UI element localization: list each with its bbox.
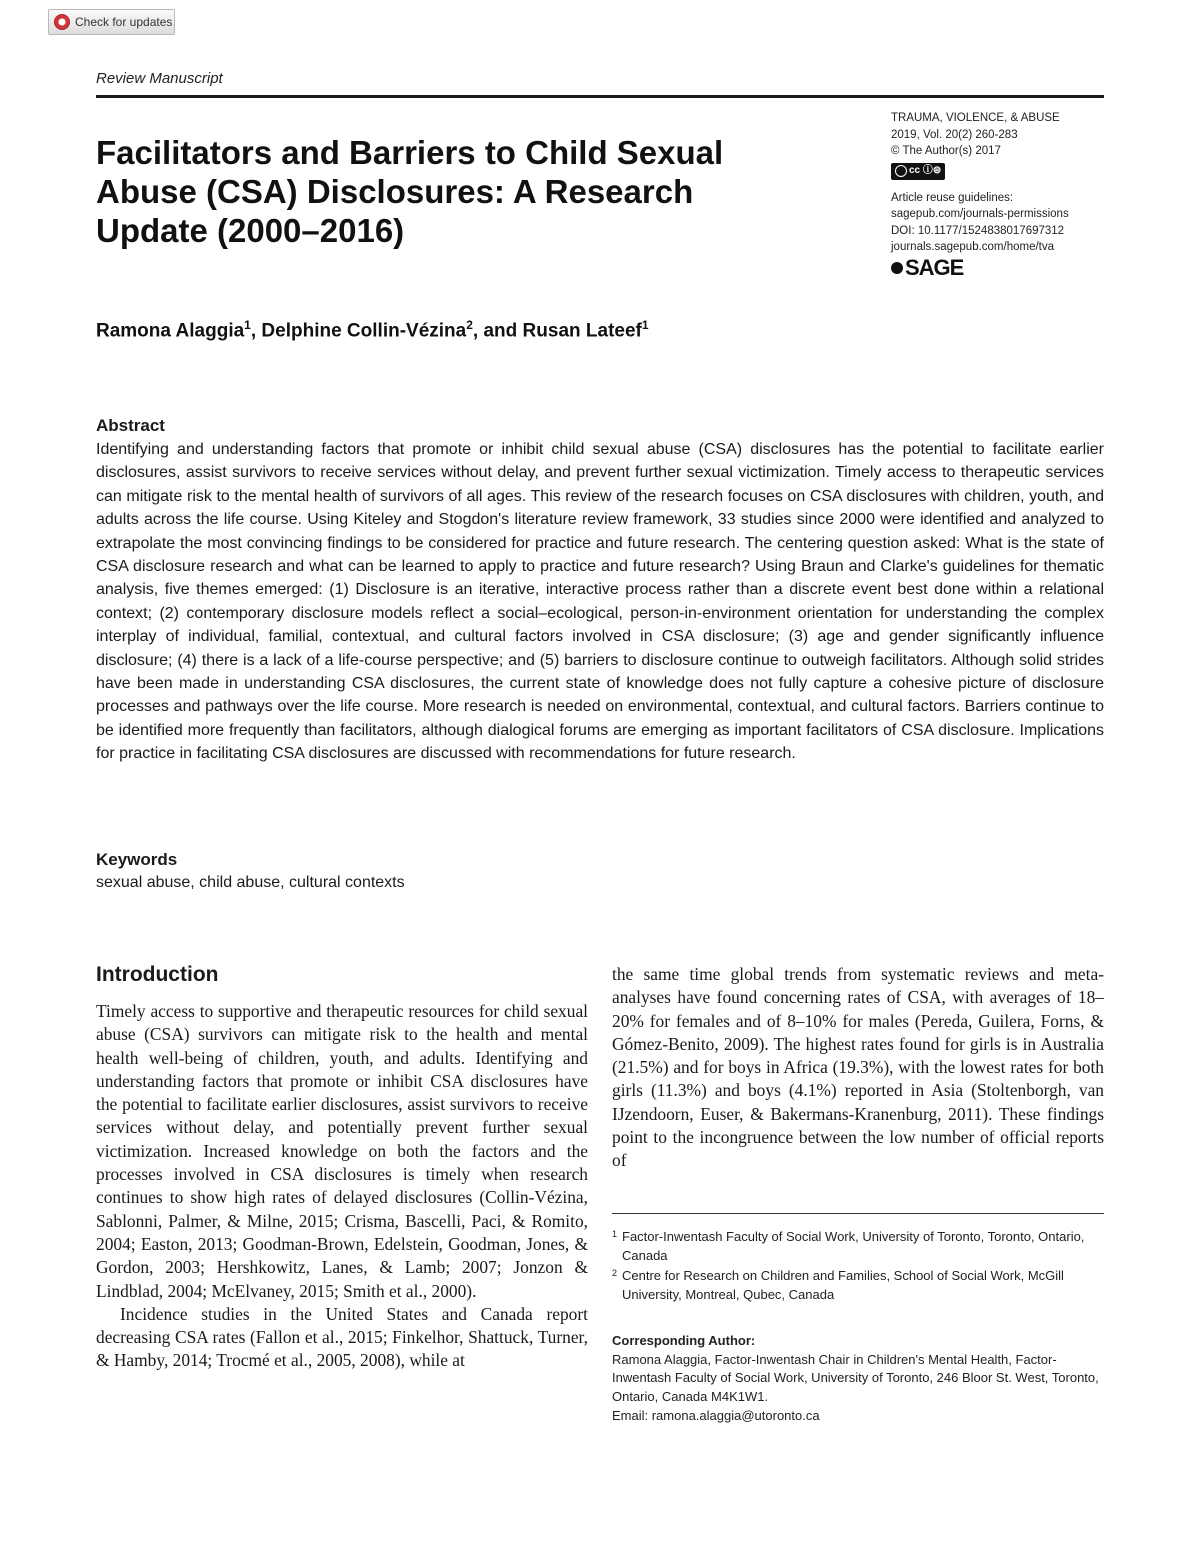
author-affiliation-mark: 1 (641, 318, 649, 332)
right-column (612, 963, 1104, 1173)
footnote-text: Factor-Inwentash Faculty of Social Work, University of Toronto, Toronto, Ontario, Canada (622, 1229, 1085, 1263)
journal-citation: 2019, Vol. 20(2) 260-283 (891, 128, 1018, 141)
sage-logo (891, 254, 1106, 280)
manuscript-type: Review Manuscript (96, 70, 223, 87)
journal-homepage-link[interactable]: journals.sagepub.com/home/tva (891, 241, 1055, 253)
copyright-notice: © The Author(s) 2017 (891, 145, 1001, 157)
introduction-heading: Introduction (96, 963, 219, 986)
author-affiliation-mark: 1 (244, 318, 251, 332)
reuse-guidelines-link[interactable]: sagepub.com/journals-permissions (891, 208, 1069, 220)
author-name: Ramona Alaggia (96, 320, 245, 342)
introduction-paragraph: Incidence studies in the United States and Canada report decreasing CSA rates (Fallon et al., 2015; Finkelhor, Shattuck, Turner, & Hamby, 2014; Trocmé et al., 2005, 2008), while at (96, 1303, 588, 1371)
header-rule (96, 95, 1104, 98)
corresponding-author-heading: Corresponding Author: (612, 1332, 756, 1348)
author-list (96, 318, 649, 342)
reuse-guidelines-label: Article reuse guidelines: (891, 191, 1014, 204)
author-name: Delphine Collin-Vézina (261, 320, 467, 342)
author-separator: , (250, 320, 262, 342)
affiliation-footnote (612, 1228, 1104, 1265)
cc-circle-icon (895, 165, 907, 177)
author-name: Rusan Lateef (522, 320, 642, 342)
title-line: Facilitators and Barriers to Child Sexual (96, 134, 724, 171)
journal-name: TRAUMA, VIOLENCE, & ABUSE (891, 112, 1060, 124)
footnote-mark: 2 (612, 1268, 618, 1279)
footnotes (612, 1228, 1104, 1425)
check-for-updates-button[interactable] (48, 9, 175, 35)
footnote-text: Centre for Research on Children and Families, School of Social Work, McGill University, Montreal, Qubec, Canada (622, 1268, 1064, 1303)
doi-link[interactable]: DOI: 10.1177/1524838017697312 (891, 224, 1065, 237)
article-title (96, 133, 816, 250)
left-column (96, 1000, 588, 1373)
affiliation-footnote (612, 1267, 1104, 1304)
crossmark-icon (54, 14, 70, 30)
footnote-rule (612, 1213, 1104, 1214)
title-line: Abuse (CSA) Disclosures: A Research (96, 173, 694, 210)
footnote-mark: 1 (612, 1229, 618, 1239)
sage-logo-mark-icon (891, 262, 903, 274)
check-for-updates-label: Check for updates (75, 15, 173, 29)
introduction-continuation: the same time global trends from systematic reviews and meta-analyses have found concerning rates of CSA, with averages of 18–20% for females and of 8–10% for males (Pereda, Guilera, Forns, & Gómez-Benito, 2009). The highest rates found for girls is in Australia (21.5%) and for boys in Africa (19.3%), with the lowest rates for both girls (11.3%) and boys (4.1%) reported in Asia (Stoltenborgh, van IJzendoorn, Euser, & Bakermans-Kranenburg, 2011). These findings point to the incongruence between the low number of official reports of (612, 964, 1104, 1171)
corresponding-author-address: Ramona Alaggia, Factor-Inwentash Chair in Children's Mental Health, Factor-Inwentash Faculty of Social Work, University of Toronto, 246 Bloor St. West, Toronto, Ontario, Canada M4K1W1. (612, 1351, 1099, 1404)
title-line: Update (2000–2016) (96, 212, 405, 249)
introduction-paragraph: Timely access to supportive and therapeutic resources for child sexual abuse (CSA) survivors can mitigate risk to the health and mental health well-being of children, youth, and adults. Identifying and understanding factors that promote or inhibit CSA disclosures have the potential to facilitate earlier disclosures, assist survivors to receive services without delay, and potentially prevent further sexual victimization. Increased knowledge on both the factors and the processes involved in CSA disclosures is timely when research continues to show high rates of delayed disclosures (Collin-Vézina, Sablonni, Palmer, & Milne, 2015; Crisma, Bascelli, Paci, & Romito, 2004; Easton, 2013; Goodman-Brown, Edelstein, Goodman, Jones, & Gordon, 2003; Hershkowitz, Lanes, & Lamb; 2007; Jonzon & Lindblad, 2004; McElvaney, 2015; Smith et al., 2000). (96, 1001, 588, 1301)
corresponding-author-email[interactable]: Email: ramona.alaggia@utoronto.ca (612, 1407, 820, 1423)
sage-logo-text: SAGE (905, 254, 964, 280)
abstract-text: Identifying and understanding factors that promote or inhibit child sexual abuse (CSA) disclosures has the potential to facilitate earlier disclosures, assist survivors to receive services without delay, and prevent further sexual victimization. Timely access to therapeutic services can mitigate risk to the mental health of survivors of all ages. This review of the research focuses on CSA disclosures with children, youth, and adults across the life course. Using Kiteley and Stogdon's literature review framework, 33 studies since 2000 were identified and analyzed to extrapolate the most convincing findings to be considered for practice and future research. The centering question asked: What is the state of CSA disclosure research and what can be learned to apply to practice and future research? Using Braun and Clarke's guidelines for thematic analysis, five themes emerged: (1) Disclosure is an iterative, interactive process rather than a discrete event best done within a relational context; (2) contemporary disclosure models reflect a social–ecological, person-in-environment orientation for understanding the complex interplay of individual, familial, contextual, and cultural factors involved in CSA disclosure; (3) age and gender significantly influence disclosure; (4) there is a lack of a life-course perspective; and (5) barriers to disclosure continue to outweigh facilitators. Although solid strides have been made in understanding CSA disclosures, the current state of knowledge does not fully capture a cohesive picture of disclosure processes and pathways over the life course. More research is needed on environmental, contextual, and cultural factors. Barriers continue to be identified more frequently than facilitators, although dialogical forums are emerging as important facilitators of CSA disclosure. Implications for practice in facilitating CSA disclosures are discussed with recommendations for future research. (96, 441, 1104, 763)
author-separator: , and (472, 320, 523, 342)
abstract-heading: Abstract (96, 416, 165, 435)
author-affiliation-mark: 2 (466, 318, 473, 332)
keywords-heading: Keywords (96, 850, 178, 869)
keywords-text: sexual abuse, child abuse, cultural contexts (96, 874, 405, 891)
creative-commons-license-icon[interactable] (891, 163, 945, 180)
license-badge-text: cc ⓘ⊜ (909, 164, 942, 176)
journal-metadata (891, 110, 1106, 280)
